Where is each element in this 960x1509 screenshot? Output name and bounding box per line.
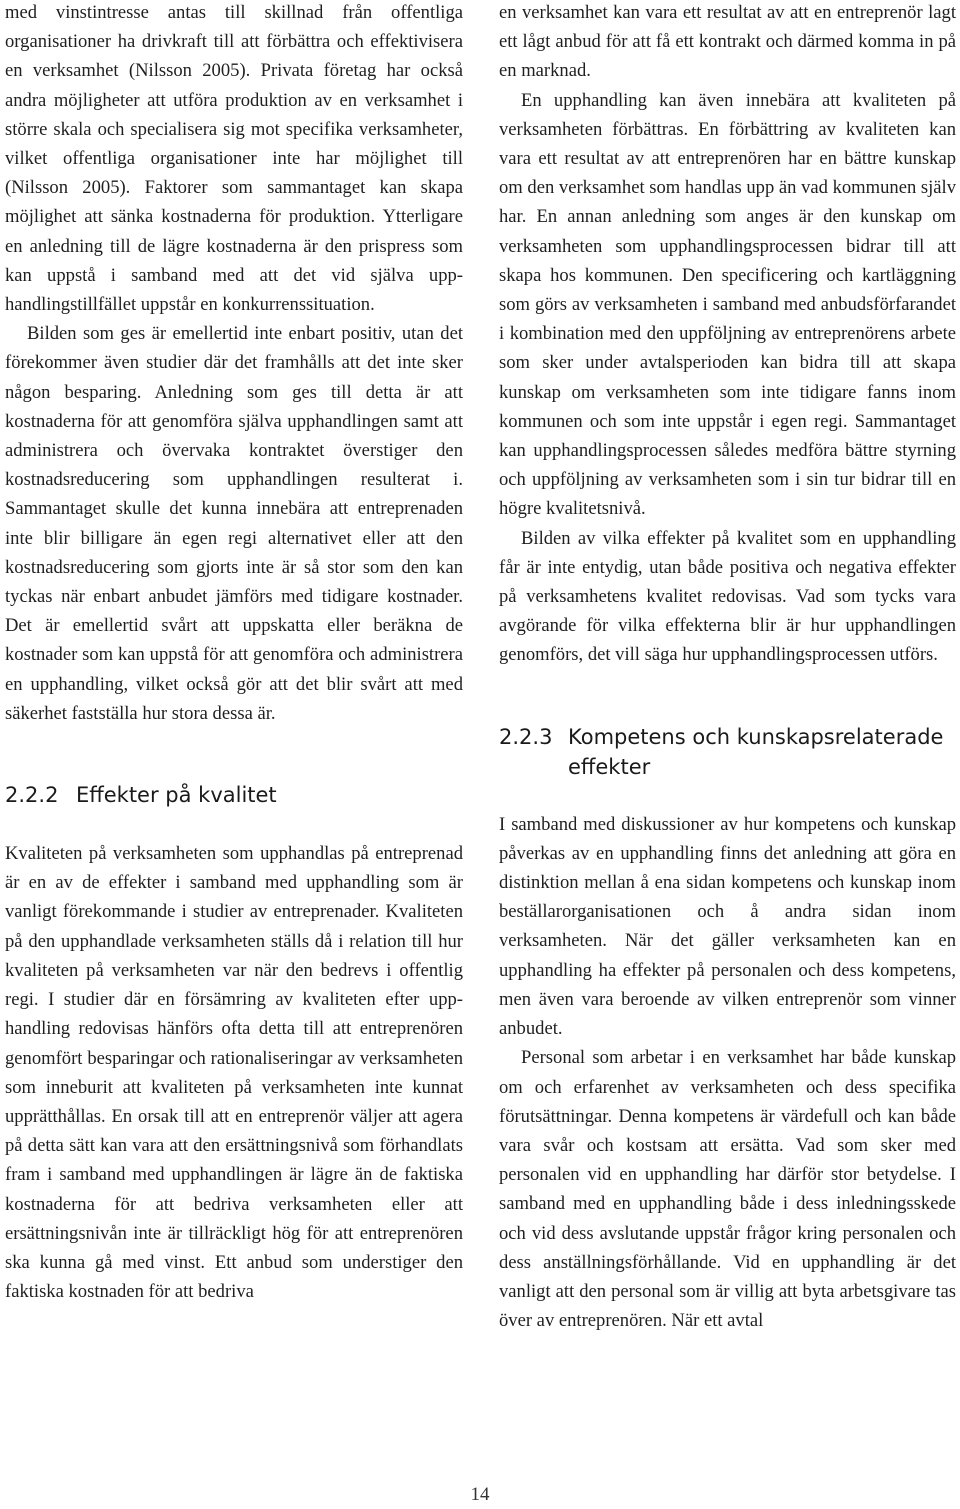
section-number: 2.2.2: [5, 783, 59, 808]
section-heading-2-2-3: [499, 722, 956, 782]
section-number: 2.2.3: [499, 724, 553, 749]
right-paragraph-5: Personal som arbetar i en verksamhet har både kunskap om och erfarenhet av verksamheten och dess specifika förutsättningar. Denna kompetens är värdefull och kan både vara svår och kostsam att ersätta. Vad som sker med personalen vid en upphandling har därför stor betydelse. I samband med en upphandling både i dess inledningsskede och vid dess avslutande uppstår frågor kring personalen och dess anställningsförhållande. Vid en upphandling är det vanligt att den personal som är villig att byta arbetsgivare tas över av entreprenören. När ett avtal: [499, 1047, 956, 1332]
section-title: Effekter på kvalitet: [76, 783, 277, 808]
section-heading-2-2-2: [5, 780, 463, 810]
left-paragraph-1: med vinstintresse antas till skillnad från offentliga organisationer ha drivkraft till att förbättra och effektivisera en verksamhet (Nilsson 2005). Privata företag har också andra möjligheter att utföra produktion av en verksamhet i större skala och specialisera sig mot specifika verksamheter, vilket offentliga organisationer inte har möjlighet till (Nilsson 2005). Faktorer som sammantaget kan skapa möjlighet att sänka kostnaderna för produktion. Ytterligare en anledning till de lägre kostnaderna är den prispress som kan uppstå i samband med att det vid själva upphandlingstillfället uppstår en konkurrenssituation.: [5, 2, 463, 316]
page-number: 14: [470, 1484, 490, 1505]
left-paragraph-3: Kvaliteten på verksamheten som upphandlas på entreprenad är en av de effekter i samband med upphandling som är vanligt förekommande i studier av entreprenader. Kvaliteten på den upphandlade verksamheten ställs då i relation till hur kvaliteten på verksamheten var när den bedrevs i offentlig regi. I studier där en försämring av kvaliteten efter upphandling redovisas hänförs ofta detta till att entreprenören genomfört besparingar och rationaliseringar av verksamheten som inneburit att kvaliteten på verksamheten inte kunnat upprätthållas. En orsak till att en entreprenör väljer att agera på detta sätt kan vara att den ersättningsnivå som förhandlats fram i samband med upphandlingen är lägre än de faktiska kostnaderna för att bedriva verksamheten eller att ersättningsnivån inte är tillräckligt hög för att entreprenören ska kunna gå med vinst. Ett anbud som understiger den faktiska kostnaden för att bedriva: [5, 843, 463, 1303]
right-paragraph-1: en verksamhet kan vara ett resultat av att en entreprenör lagt ett lågt anbud för att få ett kontrakt och därmed komma in på en marknad.: [499, 2, 956, 82]
left-paragraph-2: Bilden som ges är emellertid inte enbart positiv, utan det förekommer även studier där det framhålls att det inte sker någon besparing. Anledning som ges till detta är att kostnaderna för att genomföra själva upphandlingen samt att administrera och övervaka kontraktet överstiger den kostnadsreducering som upphandlingen resulterat i. Sammantaget skulle det kunna innebära att entreprenaden inte blir billigare än egen regi alternativet eller att den kostnadsreducering som gjorts inte är så stor som den kan tyckas när enbart anbudet jämförs med tidigare kostnader. Det är emellertid svårt att uppskatta eller beräkna de kostnader som kan uppstå för att genomföra och administrera en upphandling, vilket också gör att det blir svårt att med säkerhet fastställa hur stora dessa är.: [5, 323, 463, 724]
right-paragraph-3: Bilden av vilka effekter på kvalitet som en upphandling får är inte entydig, utan både positiva och negativa effekter på verksamhetens kvalitet redovisas. Vad som tycks vara avgörande för vilka effekterna blir är hur upphandlingen genomförs, det vill säga hur upphandlingsprocessen utförs.: [499, 527, 956, 666]
section-title: Kompetens och kunskapsrelaterade effekter: [568, 724, 944, 779]
right-column: [499, 0, 956, 1335]
right-paragraph-2: En upphandling kan även innebära att kvaliteten på verksamheten förbättras. En förbättring av kvaliteten kan vara ett resultat av att entreprenören har en bättre kunskap om den verksamhet som handlas upp än vad kommunen själv har. En annan anledning som anges är den kunskap om verksamheten som upphandlingsprocessen bidrar till att skapa hos kommunen. Den specificering och kartläggning som görs av verksamheten i samband med anbudsförfarandet i kombination med den uppföljning av entreprenörens arbete som sker under avtalsperioden kan bidra till att skapa kunskap om verksamheten som inte tidigare fanns inom kommunen och som inte uppstår i egen regi. Sammantaget kan upphandlingsprocessen således medföra bättre styrning och uppföljning av verksamheten som i sin tur bidrar till en högre kvalitetsnivå.: [499, 89, 957, 520]
left-column: [5, 0, 463, 1306]
right-paragraph-4: I samband med diskussioner av hur kompetens och kunskap påverkas av en upphandling finns det anledning att göra en distinktion mellan å ena sidan kompetens och kunskap inom beställarorganisationen och å andra sidan inom verksamheten. När det gäller verksamheten kan en upphandling ha effekter på personalen och dess kompetens, men även vara beroende av vilken entreprenör som vinner anbudet.: [499, 813, 956, 1040]
